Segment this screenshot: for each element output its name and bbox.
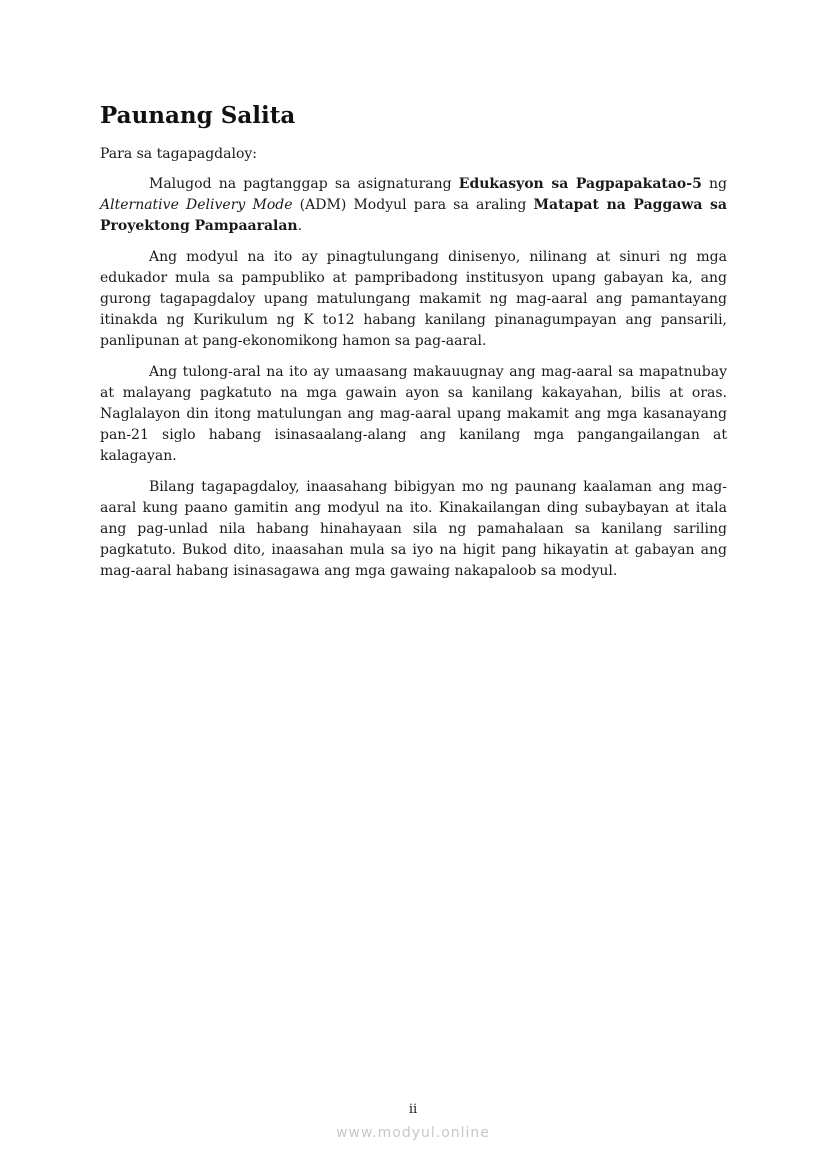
paragraph-2: Ang modyul na ito ay pinagtulungang dinisenyo, nilinang at sinuri ng mga edukador mula sa pampubliko at pampribadong institusyon upang gabayan ka, ang gurong tagapagdaloy upang matulungang makamit ng mag-aaral ang pamantayang itinakda ng Kurikulum ng K to12 habang kanilang pinanagumpayan ang pansarili, panlipunan at pang-ekonomikong hamon sa pag-aaral. [100,249,727,349]
paragraph-4: Bilang tagapagdaloy, inaasahang bibigyan mo ng paunang kaalaman ang mag-aaral kung paano gamitin ang modyul na ito. Kinakailangan ding subaybayan at itala ang pag-unlad nila habang hinahayaan sila ng pamahalaan sa kanilang sariling pagkatuto. Bukod dito, inaasahan mula sa iyo na higit pang hikayatin at gabayan ang mag-aaral habang isinasagawa ang mga gawaing nakapaloob sa modyul. [100,479,727,579]
lesson-title: Matapat na Paggawa sa Proyektong Pampaaralan [100,196,727,234]
paragraph-1 [100,174,727,236]
paragraph-1-text-b: ng [701,176,727,192]
subject-name: Edukasyon sa Pagpapakatao-5 [458,176,702,192]
page-number: ii [408,1102,418,1117]
salutation: Para sa tagapagdaloy: [100,146,258,162]
watermark: www.modyul.online [336,1125,490,1141]
adm-term: Alternative Delivery Mode [100,196,293,213]
paragraph-1-text-c: (ADM) Modyul para sa araling [292,196,534,213]
document-page [100,100,727,592]
paragraph-1-text-a: Malugod na pagtanggap sa asignaturang [149,176,459,192]
page-title: Paunang Salita [100,102,296,129]
paragraph-3: Ang tulong-aral na ito ay umaasang makauugnay ang mag-aaral sa mapatnubay at malayang pagkatuto na mga gawain ayon sa kanilang kakayahan, bilis at oras. Naglalayon din itong matulungan ang mag-aaral upang makamit ang mga kasanayang pan-21 siglo habang isinasaalang-alang ang kanilang mga pangangailangan at kalagayan. [100,364,727,464]
paragraph-1-text-d: . [297,217,303,234]
